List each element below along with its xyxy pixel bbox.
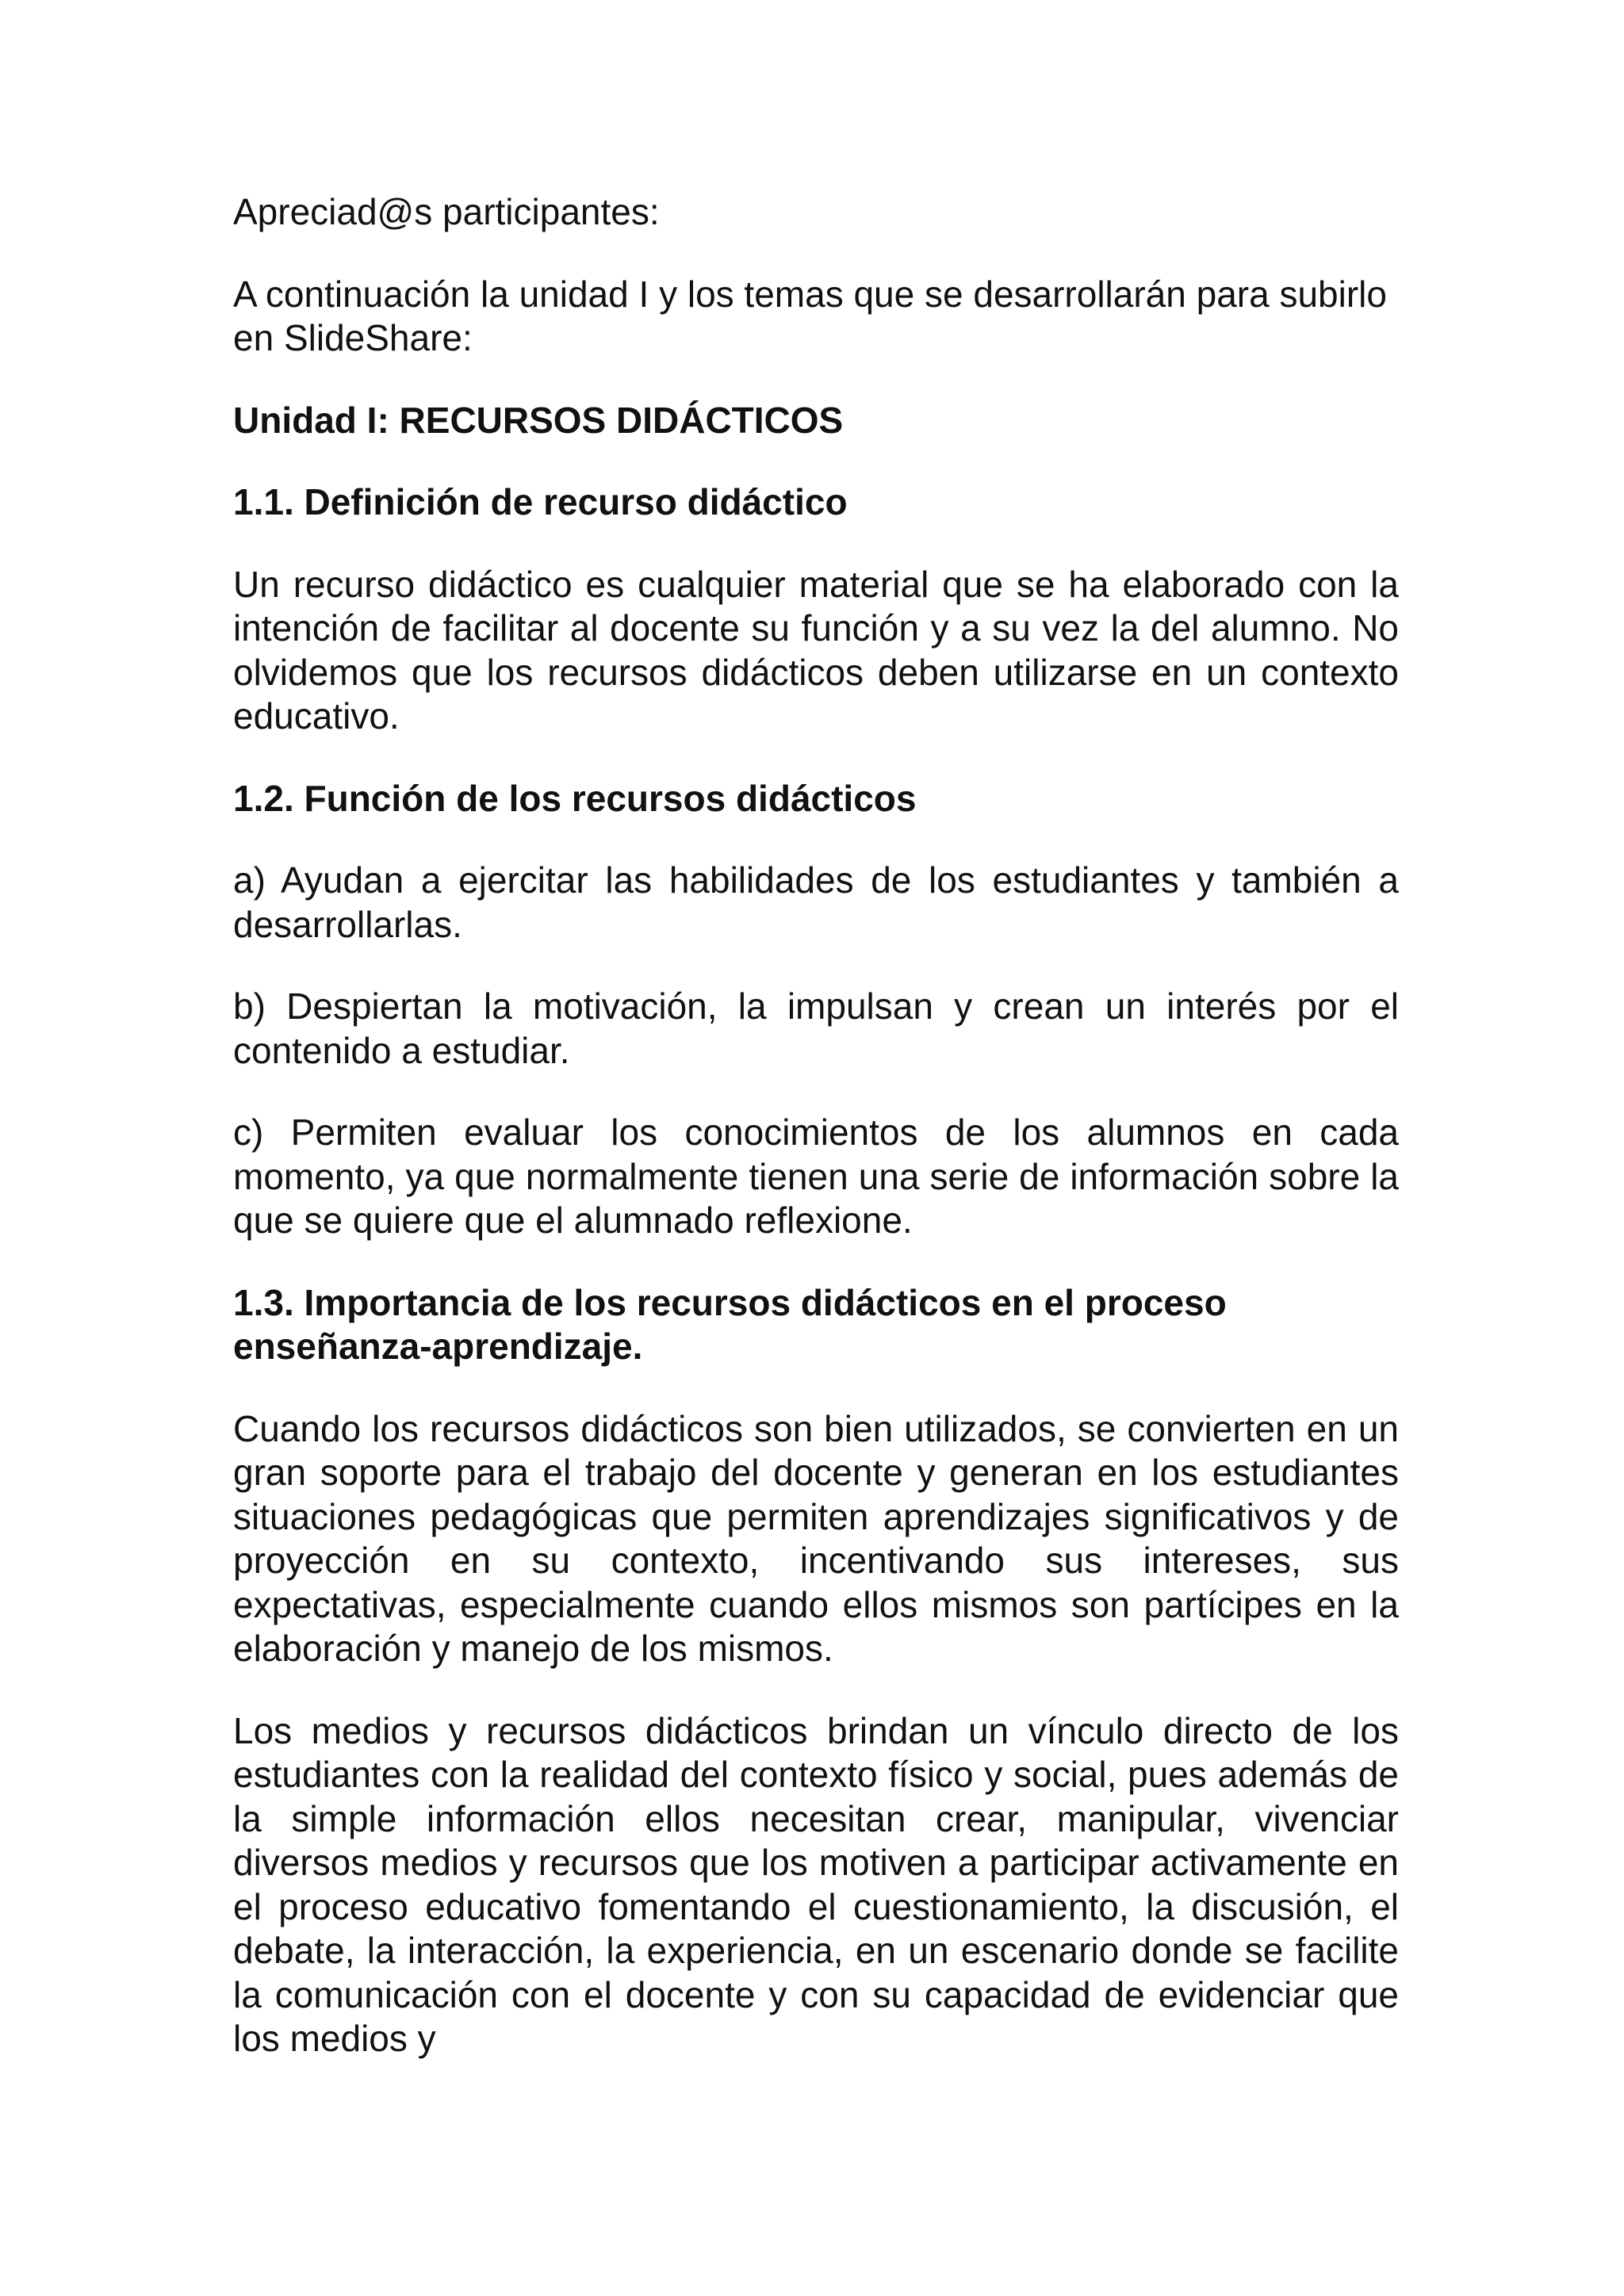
list-item-funcion-a: a) Ayudan a ejercitar las habilidades de los estudiantes y también a desarrollarlas. bbox=[233, 859, 1399, 945]
section-title-funcion: 1.2. Función de los recursos didácticos bbox=[233, 777, 917, 819]
list-item-funcion-c: c) Permiten evaluar los conocimientos de los alumnos en cada momento, ya que normalmente tienen una serie de información sobre la que se quiere que el alumnado reflexione. bbox=[233, 1112, 1399, 1241]
list-item-funcion-b: b) Despiertan la motivación, la impulsan y crean un interés por el contenido a estudiar. bbox=[233, 985, 1399, 1071]
paragraph-importancia-2: Los medios y recursos didácticos brindan un vínculo directo de los estudiantes con la realidad del contexto físico y social, pues además de la simple información ellos necesitan crear, manipular, vivenciar diversos medios y recursos que los motiven a participar activamente en el proceso educativo fomentando el cuestionamiento, la discusión, el debate, la interacción, la experiencia, en un escenario donde se facilite la comunicación con el docente y con su capacidad de evidenciar que los medios y bbox=[233, 1709, 1399, 2059]
unit-title: Unidad I: RECURSOS DIDÁCTICOS bbox=[233, 399, 844, 441]
paragraph-definicion: Un recurso didáctico es cualquier material que se ha elaborado con la intención de facilitar al docente su función y a su vez la del alumno. No olvidemos que los recursos didácticos deben utilizarse en un contexto educativo. bbox=[233, 563, 1399, 737]
paragraph-importancia-1: Cuando los recursos didácticos son bien utilizados, se convierten en un gran soporte para el trabajo del docente y generan en los estudiantes situaciones pedagógicas que permiten aprendizajes significativos y de proyección en su contexto, incentivando sus intereses, sus expectativas, especialmente cuando ellos mismos son partícipes en la elaboración y manejo de los mismos. bbox=[233, 1407, 1399, 1669]
intro-paragraph: A continuación la unidad I y los temas que se desarrollarán para subirlo en SlideShare: bbox=[233, 273, 1387, 358]
greeting: Apreciad@s participantes: bbox=[233, 191, 660, 232]
section-title-definicion: 1.1. Definición de recurso didáctico bbox=[233, 481, 848, 522]
section-title-importancia: 1.3. Importancia de los recursos didácticos en el proceso enseñanza-aprendizaje. bbox=[233, 1281, 1227, 1367]
document-page bbox=[233, 190, 1399, 2099]
